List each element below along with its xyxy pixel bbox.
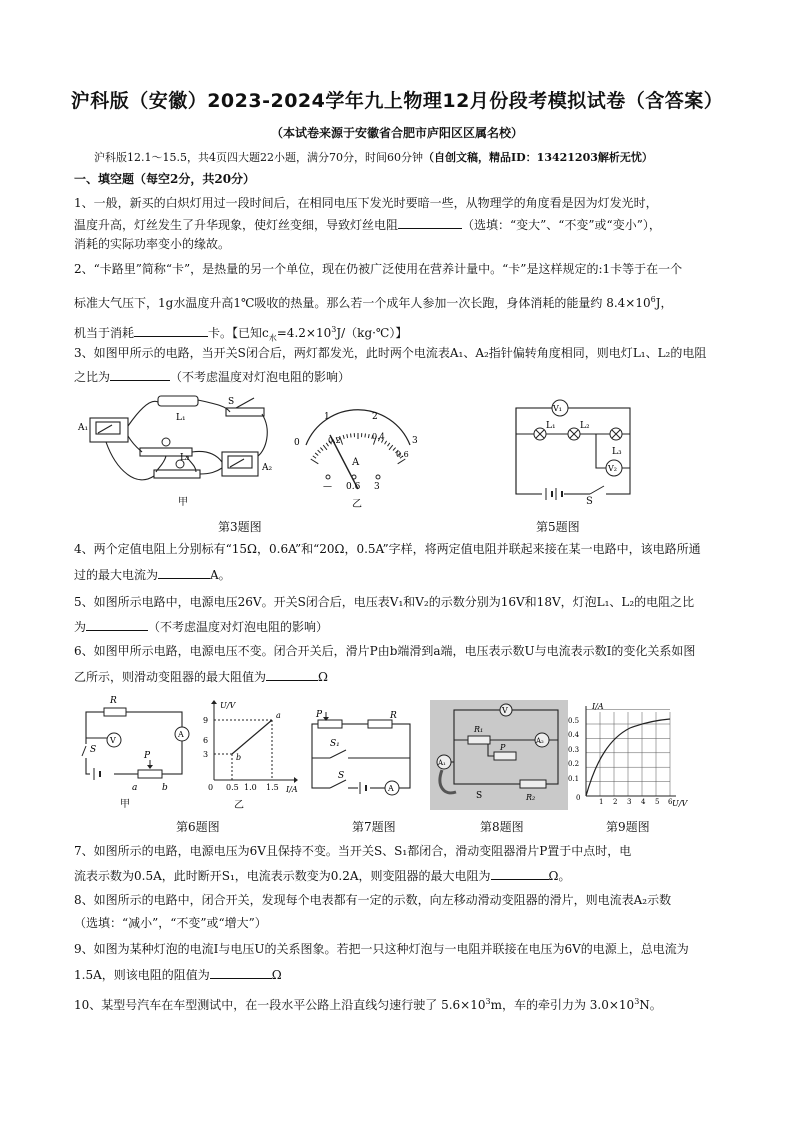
q9-line2-b: Ω: [271, 968, 282, 982]
q2-line2-a: 标准大气压下，1g水温度升高1℃吸收的热量。那么若一个成年人参加一次长跑，身体消耗的能量约 8.4×10: [74, 296, 651, 310]
fig6-ytick-3: 3: [203, 750, 209, 759]
fig6-xtick-0: 0: [208, 783, 214, 792]
fig6-yi-graph: [198, 698, 302, 812]
fig8-label-S: S: [476, 791, 483, 801]
q6-answer-blank[interactable]: [266, 668, 318, 681]
q2-answer-blank[interactable]: [134, 324, 208, 337]
q4-line2-b: A。: [210, 568, 231, 582]
dial-tick-mark: [315, 453, 318, 456]
q1-answer-blank[interactable]: [398, 216, 462, 229]
fig3-jia-circuit: [76, 390, 276, 508]
fig9-ytick-0: 0: [576, 794, 581, 802]
fig6-graph-xlabel: I/A: [286, 785, 298, 794]
q1-line2: [74, 216, 724, 233]
q2-line3-c: =4.2×10: [276, 326, 332, 340]
fig8-caption: 第8题图: [480, 820, 524, 834]
dial-tick-mark: [351, 434, 352, 438]
q3-line2: [74, 368, 724, 385]
fig6-xtick-15: 1.5: [266, 783, 279, 792]
q6-line1: 6、如图甲所示电路，电源电压不变。闭合开关后，滑片P由b端滑到a端，电压表示数U与电流表示数I的变化关系如图: [74, 644, 696, 658]
fig9-caption: 第9题图: [606, 820, 650, 834]
fig8-label-R2: R₂: [526, 793, 536, 802]
q10-line1-a: 10、某型号汽车在车型测试中，在一段水平公路上沿直线匀速行驶了 5.6×10: [74, 998, 486, 1012]
q10-line1: [74, 994, 724, 1013]
q9-line1: 9、如图为某种灯泡的电流I与电压U的关系图象。若把一只这种灯泡与一电阻并联接在电压为6V的电源上，总电流为: [74, 942, 689, 956]
q2-line3-d: J/（kg·℃）】: [336, 326, 408, 340]
fig9-xlabel: U/V: [672, 799, 688, 808]
q7-answer-blank[interactable]: [491, 867, 549, 880]
q5-answer-blank[interactable]: [86, 618, 148, 631]
fig8-label-A2: A₂: [536, 737, 544, 745]
fig7-label-S: S: [338, 771, 345, 781]
q10-line1-b: m，车的牵引力为 3.0×10: [490, 998, 635, 1012]
q2-exponent: 6: [650, 295, 656, 304]
fig7-label-A: A: [388, 784, 394, 793]
q2-line3-a: 机当于消耗: [74, 326, 135, 340]
q7-line2: [74, 867, 724, 884]
dial-tick-mark: [318, 450, 321, 453]
fig3-label-A2: A₂: [262, 463, 273, 473]
q2-line1: 2、“卡路里”简称“卡”，是热量的另一个单位，现在仍被广泛使用在营养计量中。“卡”是这样规定的:1卡等于在一个: [74, 262, 683, 276]
q2-line3: [74, 322, 724, 345]
fig9-graph: [566, 700, 690, 810]
fig8-label-V: V: [502, 706, 508, 715]
fig9-xtick-1: 1: [599, 798, 604, 806]
dial-tick-mark: [398, 459, 406, 464]
fig5-caption: 第5题图: [536, 520, 580, 534]
fig9-ytick-04: 0.4: [568, 731, 580, 739]
dial-tick-mark: [365, 434, 366, 438]
fig3-yi-ammeter: [286, 405, 426, 511]
fig9-ytick-01: 0.1: [568, 775, 580, 783]
exam-info-bold: （自创文稿，精品ID：13421203解析无忧）: [422, 151, 653, 164]
q10-exponent-1: 3: [485, 997, 491, 1006]
dial-tick-02: 0.2: [328, 436, 341, 445]
dial-tick-mark: [385, 441, 387, 444]
dial-tick-04: 0.4: [372, 432, 385, 441]
fig6-label-P: P: [144, 751, 151, 761]
fig6-xtick-05: 0.5: [226, 783, 239, 792]
dial-tick-mark: [387, 443, 389, 446]
q6-line2-a: 乙所示，则滑动变阻器的最大阻值为: [74, 670, 267, 684]
fig6-graph-ylabel: U/V: [220, 701, 236, 710]
dial-tick-mark: [343, 435, 344, 439]
fig5-label-L1: L₁: [546, 421, 556, 431]
fig9-xtick-5: 5: [655, 798, 660, 806]
source-note: （本试卷来源于安徽省合肥市庐阳区区属名校）: [270, 126, 523, 140]
fig7-label-S1: S₁: [330, 739, 340, 749]
fig3-label-A1: A₁: [78, 423, 89, 433]
fig7-caption: 第7题图: [352, 820, 396, 834]
q5-line2-b: （不考虑温度对灯泡电阻的影响）: [148, 620, 329, 634]
fig8-label-P: P: [500, 743, 506, 752]
q3-line2-b: （不考虑温度对灯泡电阻的影响）: [170, 370, 351, 384]
q9-line2: [74, 966, 724, 983]
fig9-xtick-4: 4: [641, 798, 646, 806]
q8-line1: 8、如图所示的电路中，闭合开关，发现每个电表都有一定的示数，向左移动滑动变阻器的滑片，则电流表A₂示数: [74, 893, 672, 907]
q4-line2: [74, 566, 724, 583]
q3-line1: 3、如图甲所示的电路，当开关S闭合后，两灯都发光，此时两个电流表A₁、A₂指针偏转角度相同，则电灯L₁、L₂的电阻: [74, 346, 707, 360]
dial-tick-06: 0.6: [396, 450, 409, 459]
dial-tick-mark: [311, 459, 319, 464]
q4-answer-blank[interactable]: [158, 566, 210, 579]
q4-line1: 4、两个定值电阻上分别标有“15Ω，0.6A”和“20Ω，0.5A”字样，将两定值电阻并联起来接在某一电路中，该电路所通: [74, 542, 701, 556]
fig5-circuit: [510, 396, 636, 500]
fig6-label-A: A: [178, 730, 184, 739]
fig5-label-S: S: [586, 496, 593, 507]
dial-tick-mark: [368, 434, 369, 438]
q9-answer-blank[interactable]: [210, 966, 272, 979]
fig9-xtick-3: 3: [627, 798, 632, 806]
dial-tick-mark: [347, 434, 348, 438]
fig5-label-V2: V₂: [608, 464, 617, 473]
q5-line1: 5、如图所示电路中，电源电压26V。开关S闭合后，电压表V₁和V₂的示数分别为16V和18V，灯泡L₁、L₂的电阻之比: [74, 595, 695, 609]
q5-line2-a: 为: [74, 620, 87, 634]
q4-line2-a: 过的最大电流为: [74, 568, 159, 582]
fig6-jia-circuit: [80, 692, 192, 812]
dial-label-yi: 乙: [352, 499, 362, 510]
q2-exponent-2: 3: [331, 325, 337, 334]
q10-line1-c: N。: [639, 998, 662, 1012]
q1-line2-b: （选填：“变大”、“不变”或“变小”），: [462, 218, 661, 232]
dial-tick-1: 1: [324, 412, 330, 422]
fig8-label-R1: R₁: [474, 725, 484, 734]
q8-line2: （选填：“减小”，“不变”或“增大”）: [74, 916, 267, 930]
dial-tick-mark: [389, 445, 393, 450]
q1-line1: 1、一般，新买的白炽灯用过一段时间后，在相同电压下发光时要暗一些，从物理学的角度看是因为灯发光时，: [74, 196, 658, 210]
fig5-label-L2: L₂: [580, 421, 590, 431]
fig6-label-S: S: [90, 745, 97, 755]
q5-line2: [74, 618, 724, 635]
fig7-label-P: P: [316, 710, 323, 720]
dial-tick-2: 2: [372, 412, 378, 422]
fig6-label-V: V: [110, 736, 116, 745]
q7-line1: 7、如图所示的电路，电源电压为6V且保持不变。当开关S、S₁都闭合，滑动变阻器滑片P置于中点时，电: [74, 844, 632, 858]
dial-term-3: 3: [374, 482, 380, 492]
fig6-label-b: b: [162, 783, 168, 793]
q3-line2-a: 之比为: [74, 370, 111, 384]
q1-line3: 消耗的实际功率变小的缘故。: [74, 237, 231, 251]
fig6-point-a: a: [276, 711, 281, 720]
dial-tick-mark: [320, 448, 323, 451]
dial-tick-mark: [313, 456, 316, 458]
dial-term-06: 0.6: [346, 482, 361, 492]
fig6-ytick-9: 9: [203, 716, 209, 725]
dial-term-neg: —: [323, 482, 332, 492]
fig6-xtick-10: 1.0: [244, 783, 257, 792]
fig6-label-jia: 甲: [120, 799, 130, 810]
fig9-ytick-03: 0.3: [568, 746, 580, 754]
fig3-label-L1: L₁: [176, 413, 186, 423]
dial-unit: A: [352, 457, 360, 468]
fig6-point-b: b: [236, 753, 242, 762]
fig6-label-yi: 乙: [234, 800, 244, 811]
q1-line2-a: 温度升高，灯丝发生了升华现象，使灯丝变细，导致灯丝电阻: [74, 218, 399, 232]
fig9-xtick-2: 2: [613, 798, 618, 806]
q9-line2-a: 1.5A，则该电阻的阻值为: [74, 968, 210, 982]
fig3-label-L2: L₂: [180, 453, 190, 463]
fig6-label-a: a: [132, 783, 138, 793]
fig3-label-S: S: [228, 397, 235, 407]
fig5-label-L3: L₃: [612, 447, 622, 457]
fig5-label-V1: V₁: [553, 404, 562, 413]
fig9-ylabel: I/A: [592, 702, 604, 711]
fig3-caption: 第3题图: [218, 520, 262, 534]
fig3-label-jia: 甲: [178, 497, 188, 508]
fig6-label-R: R: [110, 696, 117, 706]
q2-line2-b: J，: [655, 296, 673, 310]
section-heading: 一、填空题（每空2分，共20分）: [74, 172, 256, 186]
q2-sub: 水: [268, 333, 277, 343]
fig8-label-A1: A₁: [438, 759, 446, 767]
fig9-ytick-02: 0.2: [568, 760, 580, 768]
dial-tick-3: 3: [412, 436, 418, 446]
q2-line3-b: 卡。【已知c: [208, 326, 269, 340]
fig6-caption: 第6题图: [176, 820, 220, 834]
fig7-circuit: [306, 708, 416, 800]
fig7-label-R: R: [390, 711, 397, 721]
q2-line2: [74, 292, 724, 311]
fig9-ytick-05: 0.5: [568, 717, 580, 725]
q10-exponent-2: 3: [634, 997, 640, 1006]
fig8-circuit: [430, 700, 568, 810]
q6-line2: [74, 668, 724, 685]
exam-info: [94, 149, 653, 165]
page-title: 沪科版（安徽）2023-2024学年九上物理12月份段考模拟试卷（含答案）: [70, 90, 724, 112]
q6-line2-b: Ω: [318, 670, 328, 684]
q3-answer-blank[interactable]: [110, 368, 170, 381]
fig6-ytick-6: 6: [203, 736, 209, 745]
dial-tick-mark: [323, 445, 327, 450]
exam-info-text: 沪科版12.1～15.5，共4页四大题22小题，满分70分，时间60分钟: [94, 151, 423, 164]
q7-line2-b: Ω。: [548, 869, 571, 883]
dial-tick-0: 0: [294, 438, 300, 448]
fig9-xtick-6: 6: [668, 798, 673, 806]
q7-line2-a: 流表示数为0.5A，此时断开S₁，电流表示数变为0.2A，则变阻器的最大电阻为: [74, 869, 491, 883]
